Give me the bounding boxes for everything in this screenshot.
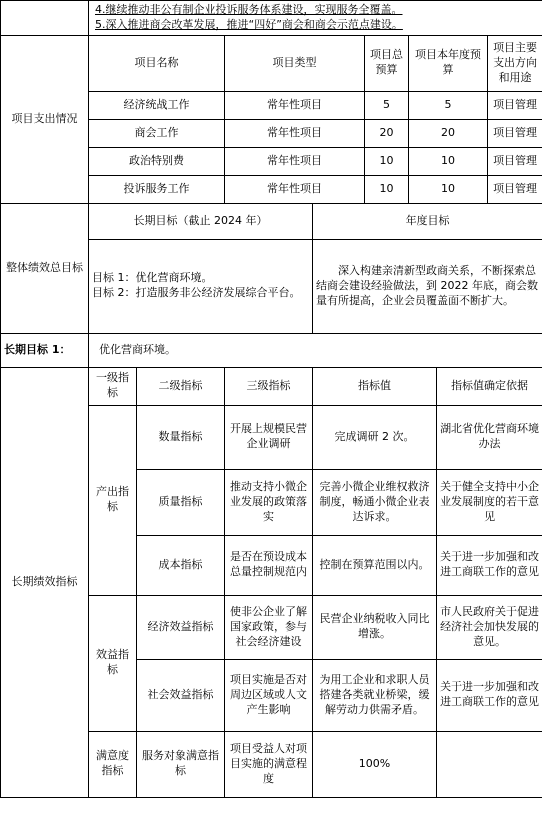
exp-cell-name: 投诉服务工作: [89, 175, 225, 203]
top-line-4: 4.继续推动非公有制企业投诉服务体系建设，实现服务全覆盖。: [95, 3, 403, 16]
exp-cell-name: 经济统战工作: [89, 91, 225, 119]
overall-long-text: [89, 239, 313, 333]
ind-level2: 成本指标: [137, 535, 225, 595]
exp-cell-annual: 10: [409, 175, 488, 203]
overall-long-text-2: 目标 2：打造服务非公经济发展综合平台。: [92, 286, 301, 300]
exp-cell-total: 5: [365, 91, 409, 119]
exp-cell-type: 常年性项目: [225, 119, 365, 147]
exp-cell-name: 政治特别费: [89, 147, 225, 175]
ind-level3: 使非公企业了解国家政策，参与社会经济建设: [225, 595, 313, 659]
expenditure-section-label: 项目支出情况: [1, 35, 89, 203]
exp-cell-total: 10: [365, 175, 409, 203]
exp-header-name: 项目名称: [89, 35, 225, 91]
overall-long-text-1: 目标 1：优化营商环境。: [92, 271, 213, 285]
benefit-indicator-label: 效益指标: [89, 595, 137, 731]
ind-header-basis: 指标值确定依据: [437, 367, 542, 405]
ind-header-value: 指标值: [313, 367, 437, 405]
ind-level2: 经济效益指标: [137, 595, 225, 659]
ind-basis: 关于进一步加强和改进工商联工作的意见: [437, 535, 542, 595]
ind-value: 为用工企业和求职人员搭建各类就业桥梁，缓解劳动力供需矛盾。: [313, 659, 437, 731]
long-goal-value: 优化营商环境。: [89, 333, 542, 367]
exp-cell-usage: 项目管理: [488, 147, 542, 175]
exp-cell-annual: 5: [409, 91, 488, 119]
long-goal-label: 长期目标 1：: [1, 333, 89, 367]
ind-basis: 关于进一步加强和改进工商联工作的意见: [437, 659, 542, 731]
ind-value: 控制在预算范围以内。: [313, 535, 437, 595]
exp-cell-usage: 项目管理: [488, 119, 542, 147]
overall-long-header: 长期目标（截止 2024 年）: [89, 203, 313, 239]
exp-header-annual: 项目本年度预算: [409, 35, 488, 91]
ind-basis: 市人民政府关于促进经济社会加快发展的意见。: [437, 595, 542, 659]
exp-header-usage: 项目主要支出方向和用途: [488, 35, 542, 91]
exp-cell-total: 20: [365, 119, 409, 147]
top-line-5: 5.深入推进商会改革发展，推进“四好”商会和商会示范点建设。: [95, 17, 403, 31]
exp-cell-total: 10: [365, 147, 409, 175]
overall-section-label: 整体绩效总目标: [1, 203, 89, 333]
ind-level2: 社会效益指标: [137, 659, 225, 731]
ind-level2: 数量指标: [137, 405, 225, 469]
exp-cell-usage: 项目管理: [488, 91, 542, 119]
ind-basis: 关于健全支持中小企业发展制度的若干意见: [437, 469, 542, 535]
exp-cell-name: 商会工作: [89, 119, 225, 147]
ind-header-level2: 二级指标: [137, 367, 225, 405]
exp-cell-type: 常年性项目: [225, 147, 365, 175]
ind-value: 完成调研 2 次。: [313, 405, 437, 469]
exp-cell-type: 常年性项目: [225, 175, 365, 203]
ind-value: 100%: [313, 731, 437, 797]
ind-basis: 湖北省优化营商环境办法: [437, 405, 542, 469]
ind-value: 民营企业纳税收入同比增涨。: [313, 595, 437, 659]
ind-basis: [437, 731, 542, 797]
top-lines: [89, 1, 542, 36]
exp-header-total: 项目总预算: [365, 35, 409, 91]
ind-level3: 开展上规模民营企业调研: [225, 405, 313, 469]
overall-year-text: 深入构建亲清新型政商关系，不断探索总结商会建设经验做法，到 2022 年底，商会数量有所提高，企业会员覆盖面不断扩大。: [313, 239, 542, 333]
satisfaction-indicator-label: 满意度指标: [89, 731, 137, 797]
exp-cell-annual: 10: [409, 147, 488, 175]
ind-level3: 是否在预设成本总量控制规范内: [225, 535, 313, 595]
ind-value: 完善小微企业维权救济制度，畅通小微企业表达诉求。: [313, 469, 437, 535]
exp-cell-usage: 项目管理: [488, 175, 542, 203]
ind-level3: 项目受益人对项目实施的满意程度: [225, 731, 313, 797]
ind-level2: 质量指标: [137, 469, 225, 535]
exp-cell-annual: 20: [409, 119, 488, 147]
overall-year-header: 年度目标: [313, 203, 542, 239]
ind-level3: 推动支持小微企业发展的政策落实: [225, 469, 313, 535]
ind-level3: 项目实施是否对周边区域或人文产生影响: [225, 659, 313, 731]
top-left-blank: [1, 1, 89, 36]
ind-header-level1: 一级指标: [89, 367, 137, 405]
exp-cell-type: 常年性项目: [225, 91, 365, 119]
ind-level2: 服务对象满意指标: [137, 731, 225, 797]
exp-header-type: 项目类型: [225, 35, 365, 91]
ind-header-level3: 三级指标: [225, 367, 313, 405]
indicators-section-label: 长期绩效指标: [1, 367, 89, 797]
output-indicator-label: 产出指标: [89, 405, 137, 595]
